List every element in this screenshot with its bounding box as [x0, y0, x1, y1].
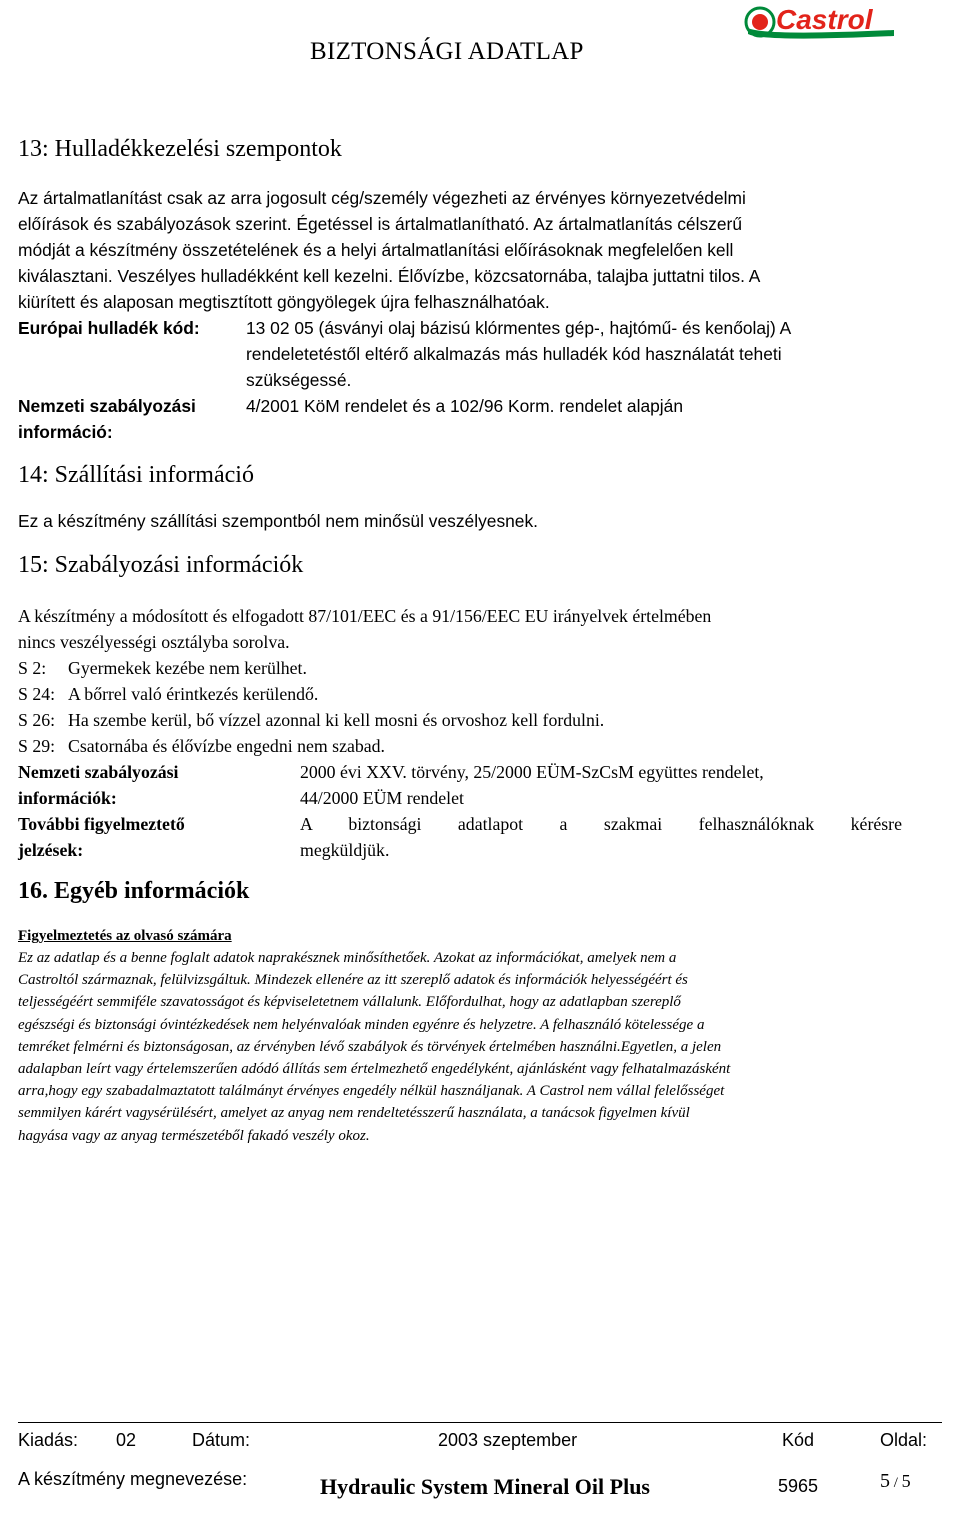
warning-line: temréket felmérni és biztonságosan, az érvényben lévő szabályok és törvények értelmében használni.Egyetlen, a jelen — [18, 1038, 722, 1055]
value-line: 2000 évi XXV. törvény, 25/2000 EÜM-SzCsM együttes rendelet, — [300, 762, 764, 782]
date-value: 2003 szeptember — [438, 1430, 578, 1450]
waste-code-value — [246, 315, 906, 393]
edition-label: Kiadás: — [18, 1430, 79, 1450]
page-number — [880, 1470, 911, 1493]
reader-warning-title: Figyelmeztetés az olvasó számára — [18, 928, 232, 944]
section-13-paragraph — [18, 185, 898, 315]
value-line: A biztonsági adatlapot a szakmai felhasználóknak kérésre — [300, 814, 902, 834]
page-total: 5 — [901, 1471, 911, 1491]
national-regulation-value: 4/2001 KöM rendelet és a 102/96 Korm. rendelet alapján — [246, 396, 683, 416]
phrase-text: A bőrrel való érintkezés kerülendő. — [68, 684, 319, 704]
code-label: Kód — [782, 1430, 815, 1450]
safety-phrase — [18, 733, 918, 759]
warning-line: adalapban leírt vagy értelemszerűen adódó állítás sem értelmezhető engedélyként, ajánlásként vagy felhatalmazásként — [18, 1061, 731, 1078]
warning-line: egészségi és biztonsági óvintézkedések nem helyénvalóak minden egyénre és helyzetre. A felhasználó kötelessége a — [18, 1016, 705, 1033]
paragraph-line: Az ártalmatlanítást csak az arra jogosult cég/személy végezheti az érvényes környezetvédelmi — [18, 188, 746, 208]
phrase-code: S 2: — [18, 658, 47, 678]
warning-line: hagyása vagy az anyag természetéből fakadó veszély okoz. — [18, 1127, 370, 1144]
waste-code-line: szükségessé. — [246, 370, 352, 390]
label-line: További figyelmeztető — [18, 814, 185, 834]
phrase-code: S 24: — [18, 684, 56, 704]
further-warnings-value — [300, 811, 902, 863]
waste-code-line: rendeletetéstől eltérő alkalmazás más hulladék kód használatát teheti — [246, 344, 782, 364]
phrase-code: S 29: — [18, 736, 56, 756]
waste-code-label: Európai hulladék kód: — [18, 318, 200, 338]
product-name-label: A készítmény megnevezése: — [18, 1469, 248, 1489]
section-16-heading: 16. Egyéb információk — [18, 878, 250, 904]
transport-info-text: Ez a készítmény szállítási szempontból nem minősül veszélyesnek. — [18, 511, 539, 531]
label-line: Nemzeti szabályozási — [18, 396, 196, 416]
warning-line: arra,hogy egy szabadalmaztatott találmányt érvényes engedély nélkül használjanak. A Castrol nem vállal felelősséget — [18, 1083, 725, 1100]
page-label: Oldal: — [880, 1430, 928, 1450]
reader-warning-text — [18, 947, 898, 1147]
safety-phrase — [18, 681, 918, 707]
date-label: Dátum: — [192, 1430, 251, 1450]
page-current: 5 — [880, 1470, 890, 1492]
product-name: Hydraulic System Mineral Oil Plus — [320, 1474, 650, 1499]
castrol-logo — [744, 2, 900, 40]
section-14-heading: 14: Szállítási információ — [18, 462, 254, 488]
national-regulations-label — [18, 759, 178, 811]
further-warnings-label — [18, 811, 185, 863]
value-line: megküldjük. — [300, 840, 390, 860]
safety-phrase-list — [18, 655, 918, 759]
value-line: 44/2000 EÜM rendelet — [300, 788, 464, 808]
national-regulations-value — [300, 759, 902, 811]
section-15-intro — [18, 603, 918, 655]
paragraph-line: kiválasztani. Veszélyes hulladékként kell kezelni. Élővízbe, közcsatornába, talajba juttatni tilos. A — [18, 266, 761, 286]
warning-line: Castroltól származnak, felülvizsgáltuk. Mindezek ellenére az itt szereplő adatok és információk helyességéért és — [18, 972, 688, 989]
warning-line: Ez az adatlap és a benne foglalt adatok naprakésznek minősíthetőek. Azokat az információkat, amelyek nem a — [18, 950, 677, 966]
intro-line: A készítmény a módosított és elfogadott 87/101/EEC és a 91/156/EEC EU irányelvek értelmében — [18, 606, 712, 626]
edition-value: 02 — [116, 1430, 137, 1450]
logo-wordmark: Castrol — [776, 4, 873, 35]
label-line: információ: — [18, 422, 113, 442]
warning-line: teljességéért semmiféle szavatosságot és képviseletetnem vállalunk. Előfordulhat, hogy az adatlapban szereplő — [18, 994, 681, 1011]
footer-divider — [18, 1422, 942, 1423]
national-regulation-label — [18, 393, 196, 445]
warning-line: semmilyen kárért vagysérülésért, amelyet az anyag nem rendeltetésszerű használata, a tanácsok figyelmen kívül — [18, 1105, 690, 1122]
paragraph-line: előírások és szabályozások szerint. Égetéssel is ártalmatlanítható. Az ártalmatlanítás célszerű — [18, 214, 742, 234]
phrase-text: Ha szembe kerül, bő vízzel azonnal ki kell mosni és orvoshoz kell fordulni. — [68, 710, 605, 730]
phrase-text: Csatornába és élővízbe engedni nem szabad. — [68, 736, 385, 756]
page-separator: / — [890, 1475, 902, 1491]
label-line: jelzések: — [18, 840, 84, 860]
paragraph-line: módját a készítmény összetételének és a helyi ártalmatlanítási előírásoknak megfelelően kell — [18, 240, 734, 260]
intro-line: nincs veszélyességi osztályba sorolva. — [18, 632, 290, 652]
label-line: Nemzeti szabályozási — [18, 762, 179, 782]
product-code: 5965 — [778, 1476, 819, 1496]
paragraph-line: kiürített és alaposan megtisztított göngyölegek újra felhasználhatóak. — [18, 292, 550, 312]
section-13-heading: 13: Hulladékkezelési szempontok — [18, 136, 342, 162]
section-15-heading: 15: Szabályozási információk — [18, 552, 304, 578]
phrase-code: S 26: — [18, 710, 56, 730]
safety-phrase — [18, 707, 918, 733]
document-title: BIZTONSÁGI ADATLAP — [310, 38, 584, 65]
phrase-text: Gyermekek kezébe nem kerülhet. — [68, 658, 307, 678]
waste-code-line: 13 02 05 (ásványi olaj bázisú klórmentes gép-, hajtómű- és kenőolaj) A — [246, 318, 792, 338]
label-line: információk: — [18, 788, 117, 808]
safety-phrase — [18, 655, 918, 681]
